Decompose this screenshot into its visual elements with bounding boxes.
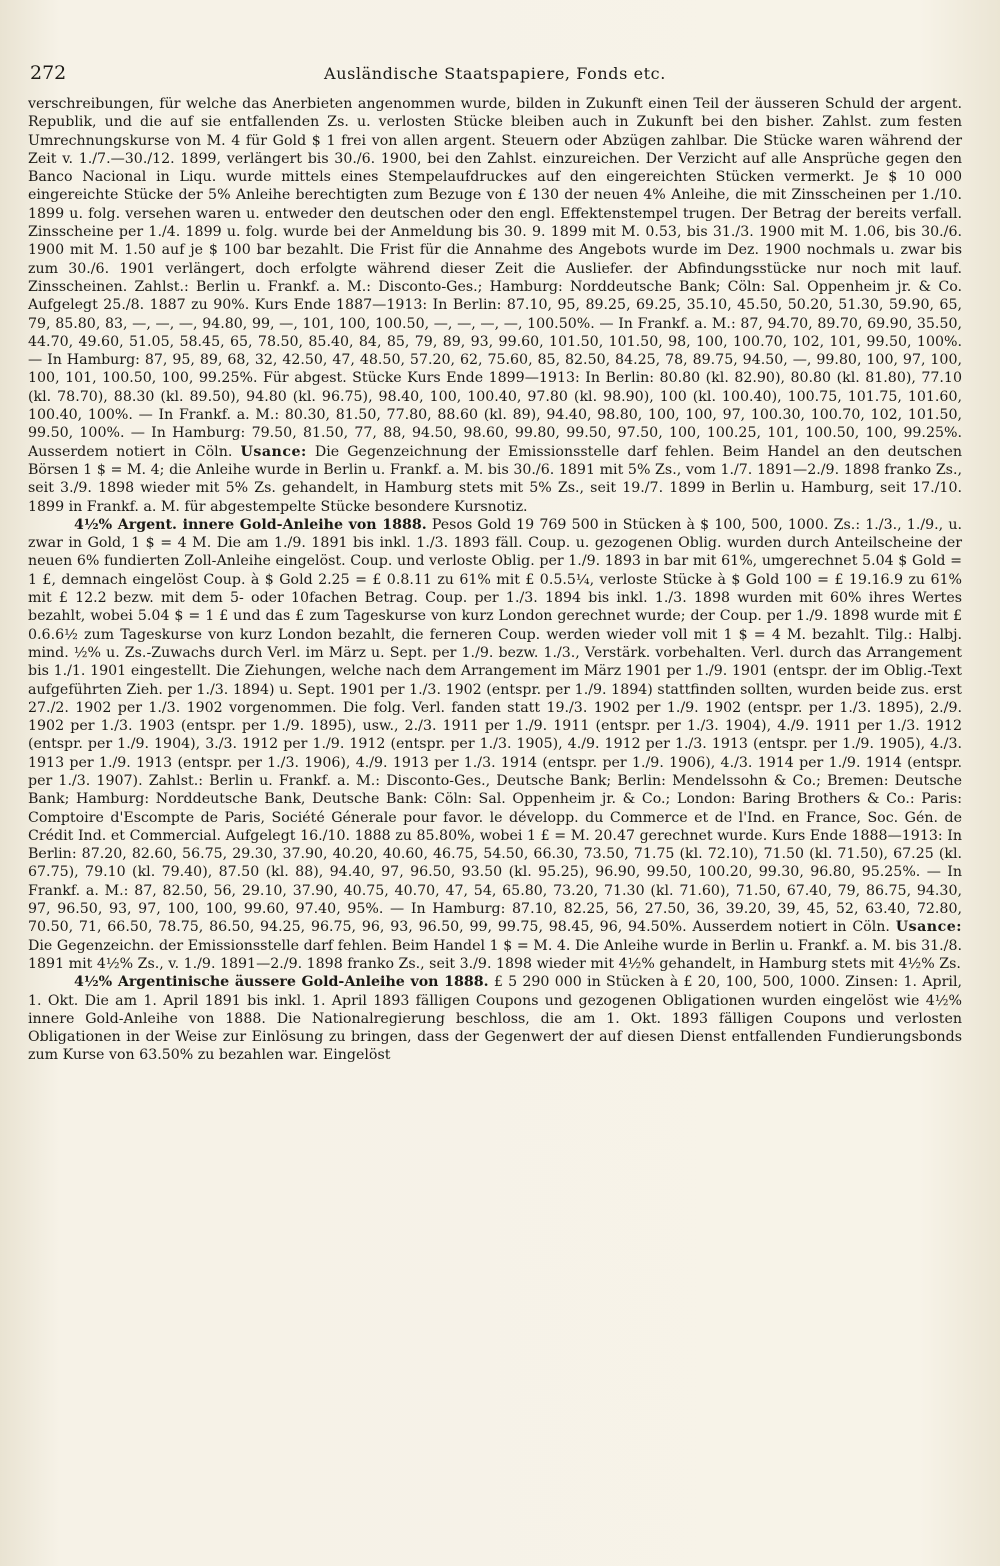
- paragraph-text: verschreibungen, für welche das Anerbieten angenommen wurde, bilden in Zukunft einen Teil der äusseren Schuld der argent. Republik, und die auf sie entfallenden Zs. u. verlosten Stücke bleiben auch in Zukunft bei den bisher. Zahlst. zum festen Umrechnungskurse von M. 4 für Gold $ 1 frei von allen argent. Steuern oder Abzügen zahlbar. Die Stücke waren während der Zeit v. 1./7.—30./12. 1899, verlängert bis 30./6. 1900, bei den Zahlst. einzureichen. Der Verzicht auf alle Ansprüche gegen den Banco Nacional in Liqu. wurde mittels eines Stempelaufdruckes auf den eingereichten Stücken vermerkt. Je $ 10 000 eingereichte Stücke der 5% Anleihe berechtigten zum Bezuge von £ 130 der neuen 4% Anleihe, die mit Zinsscheinen per 1./10. 1899 u. folg. versehen waren u. entweder den deutschen oder den engl. Effektenstempel trugen. Der Betrag der bereits verfall. Zinsscheine per 1./4. 1899 u. folg. wurde bei der Anmeldung bis 30. 9. 1899 mit M. 0.53, bis 31./3. 1900 mit M. 1.06, bis 30./6. 1900 mit M. 1.50 auf je $ 100 bar bezahlt. Die Frist für die Annahme des Angebots wurde im Dez. 1900 nochmals u. zwar bis zum 30./6. 1901 verlängert, doch erfolgte während dieser Zeit die Ausliefer. der Abfindungsstücke nur noch mit lauf. Zinsscheinen. Zahlst.: Berlin u. Frankf. a. M.: Disconto-Ges.; Hamburg: Norddeutsche Bank; Cöln: Sal. Oppenheim jr. & Co. Aufgelegt 25./8. 1887 zu 90%. Kurs Ende 1887—1913: In Berlin: 87.10, 95, 89.25, 69.25, 35.10, 45.50, 50.20, 51.30, 59.90, 65, 79, 85.80, 83, —, —, —, 94.80, 99, —, 101, 100, 100.50, —, —, —, —, 100.50%. — In Frankf. a. M.: 87, 94.70, 89.70, 69.90, 35.50, 44.70, 49.60, 51.05, 58.45, 65, 78.50, 85.40, 84, 85, 79, 89, 93, 99.60, 101.50, 101.50, 98, 100, 100.70, 102, 101, 99.50, 100%. — In Hamburg: 87, 95, 89, 68, 32, 42.50, 47, 48.50, 57.20, 62, 75.60, 85, 82.50, 84.25, 78, 89.75, 94.50, —, 99.80, 100, 97, 100, 100, 101, 100.50, 100, 99.25%. Für abgest. Stücke Kurs Ende 1899—1913: In Berlin: 80.80 (kl. 82.90), 80.80 (kl. 81.80), 77.10 (kl. 78.70), 88.30 (kl. 89.50), 94.80 (kl. 96.75), 98.40, 100, 100.40, 97.80 (kl. 98.90), 100 (kl. 100.40), 100.75, 101.75, 101.60, 100.40, 100%. — In Frankf. a. M.: 80.30, 81.50, 77.80, 88.60 (kl. 89), 94.40, 98.80, 100, 100, 97, 100.30, 100.70, 102, 101.50, 99.50, 100%. — In Hamburg: 79.50, 81.50, 77, 88, 94.50, 98.60, 99.80, 99.50, 97.50, 100, 100.25, 101, 100.50, 100, 99.25%. Ausserdem notiert in Cöln.: [28, 96, 962, 460]
- paragraph-text: Die Gegenzeichn. der Emissionsstelle darf fehlen. Beim Handel 1 $ = M. 4. Die Anleihe wurde in Berlin u. Frankf. a. M. bis 31./8. 1891 mit 4½% Zs., v. 1./9. 1891—2./9. 1898 franko Zs., seit 3./9. 1898 wieder mit 4½% gehandelt, in Hamburg stets mit 4½% Zs.: [28, 937, 962, 972]
- usance-label: Usance:: [240, 443, 307, 460]
- usance-label: Usance:: [895, 919, 962, 936]
- paragraph-text: Pesos Gold 19 769 500 in Stücken à $ 100, 500, 1000. Zs.: 1./3., 1./9., u. zwar in Gold, 1 $ = 4 M. Die am 1./9. 1891 bis inkl. 1./3. 1893 fäll. Coup. u. gezogenen Oblig. wurden durch Anteilscheine der neuen 6% fundierten Zoll-Anleihe eingelöst. Coup. und verloste Oblig. per 1./9. 1893 in bar mit 61%, umgerechnet 5.04 $ Gold = 1 £, demnach eingelöst Coup. à $ Gold 2.25 = £ 0.8.11 zu 61% mit £ 0.5.5¼, verloste Stücke à $ Gold 100 = £ 19.16.9 zu 61% mit £ 12.2 bezw. mit dem 5- oder 10fachen Betrag. Coup. per 1./3. 1894 bis inkl. 1./3. 1898 wurden mit 60% ihres Wertes bezahlt, wobei 5.04 $ = 1 £ und das £ zum Tageskurse von kurz London gerechnet wurde; der Coup. per 1./9. 1898 wurde mit £ 0.6.6½ zum Tageskurse von kurz London bezahlt, die ferneren Coup. werden wieder voll mit 1 $ = 4 M. bezahlt. Tilg.: Halbj. mind. ½% u. Zs.-Zuwachs durch Verl. im März u. Sept. per 1./9. bezw. 1./3., Verstärk. vorbehalten. Verl. durch das Arrangement bis 1./1. 1901 eingestellt. Die Ziehungen, welche nach dem Arrangement im März 1901 per 1./9. 1901 (entspr. der im Oblig.-Text aufgeführten Zieh. per 1./3. 1894) u. Sept. 1901 per 1./3. 1902 (entspr. per 1./9. 1894) stattfinden sollten, wurden beide zus. erst 27./2. 1902 per 1./3. 1902 vorgenommen. Die folg. Verl. fanden statt 19./3. 1902 per 1./9. 1902 (entspr. per 1./3. 1895), 2./9. 1902 per 1./3. 1903 (entspr. per 1./9. 1895), usw., 2./3. 1911 per 1./9. 1911 (entspr. per 1./3. 1904), 4./9. 1911 per 1./3. 1912 (entspr. per 1./9. 1904), 3./3. 1912 per 1./9. 1912 (entspr. per 1./3. 1905), 4./9. 1912 per 1./3. 1913 (entspr. per 1./9. 1905), 4./3. 1913 per 1./9. 1913 (entspr. per 1./3. 1906), 4./9. 1913 per 1./3. 1914 (entspr. per 1./9. 1906), 4./3. 1914 per 1./9. 1914 (entspr. per 1./3. 1907). Zahlst.: Berlin u. Frankf. a. M.: Disconto-Ges., Deutsche Bank; Berlin: Mendelssohn & Co.; Bremen: Deutsche Bank; Hamburg: Norddeutsche Bank, Deutsche Bank: Cöln: Sal. Oppenheim jr. & Co.; London: Baring Brothers & Co.: Paris: Comptoire d'Escompte de Paris, Société Génerale pour favor. le développ. du Commerce et de l'Ind. en France, Soc. Gén. de Crédit Ind. et Commercial. Aufgelegt 16./10. 1888 zu 85.80%, wobei 1 £ = M. 20.47 gerechnet wurde. Kurs Ende 1888—1913: In Berlin: 87.20, 82.60, 56.75, 29.30, 37.90, 40.20, 40.60, 46.75, 54.50, 66.30, 73.50, 71.75 (kl. 72.10), 71.50 (kl. 71.50), 67.25 (kl. 67.75), 79.10 (kl. 79.40), 87.50 (kl. 88), 94.40, 97, 96.50, 93.50 (kl. 95.25), 96.90, 99.50, 100.20, 99.30, 96.80, 95.25%. — In Frankf. a. M.: 87, 82.50, 56, 29.10, 37.90, 40.75, 40.70, 47, 54, 65.80, 73.20, 71.30 (kl. 71.60), 71.50, 67.40, 79, 86.75, 94.30, 97, 96.50, 93, 97, 100, 100, 99.60, 97.40, 95%. — In Hamburg: 87.10, 82.25, 56, 27.50, 36, 39.20, 39, 45, 52, 63.40, 72.80, 70.50, 71, 66.50, 78.75, 86.50, 94.25, 96.75, 96, 93, 96.50, 99, 99.75, 98.45, 96, 94.50%. Ausserdem notiert in Cöln.: [28, 516, 962, 936]
- body-text: [28, 95, 962, 1065]
- running-title: Ausländische Staatspapiere, Fonds etc.: [324, 64, 666, 83]
- paragraph-text: Die Gegenzeichnung der Emissionsstelle darf fehlen. Beim Handel an den deutschen Börsen 1 $ = M. 4; die Anleihe wurde in Berlin u. Frankf. a. M. bis 30./6. 1891 mit 5% Zs., vom 1./7. 1891—2./9. 1898 franko Zs., seit 3./9. 1898 wieder mit 5% Zs. gehandelt, in Hamburg stets mit 5% Zs., seit 19./7. 1899 in Berlin u. Hamburg, seit 17./10. 1899 in Frankf. a. M. für abgestempelte Stücke besondere Kursnotiz.: [28, 443, 962, 515]
- paragraph: [28, 973, 962, 1064]
- section-heading: 4½% Argentinische äussere Gold-Anleihe von 1888.: [74, 974, 489, 991]
- page-number: 272: [30, 62, 67, 84]
- paragraph-text: £ 5 290 000 in Stücken à £ 20, 100, 500, 1000. Zinsen: 1. April, 1. Okt. Die am 1. April 1891 bis inkl. 1. April 1893 fälligen Coupons und gezogenen Obligationen wurden eingelöst wie 4½% innere Gold-Anleihe von 1888. Die Nationalregierung beschloss, die am 1. Okt. 1893 fälligen Coupons und verlosten Obligationen in der Weise zur Einlösung zu bringen, dass der Gegenwert der auf diesen Dienst entfallenden Fundierungsbonds zum Kurse von 63.50% zu bezahlen war. Eingelöst: [28, 974, 962, 1064]
- paragraph: [28, 516, 962, 973]
- page-header: [28, 58, 962, 88]
- section-heading: 4½% Argent. innere Gold-Anleihe von 1888.: [74, 516, 427, 533]
- paragraph: [28, 95, 962, 516]
